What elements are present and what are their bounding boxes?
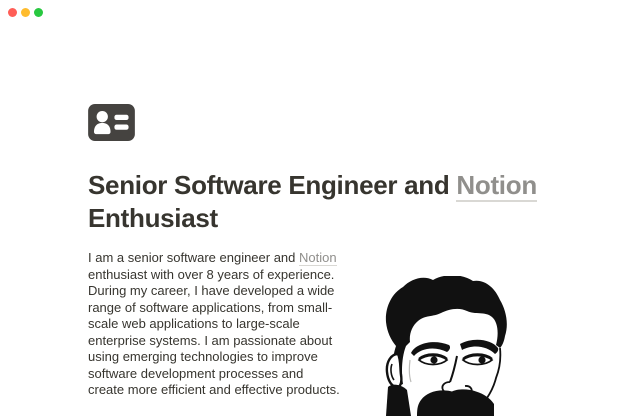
title-text-after: Enthusiast bbox=[88, 203, 218, 233]
minimize-button[interactable] bbox=[21, 8, 30, 17]
portrait-illustration bbox=[383, 276, 513, 416]
title-text-before: Senior Software Engineer and bbox=[88, 170, 457, 200]
bio-text-before: I am a senior software engineer and bbox=[88, 250, 300, 265]
page-title bbox=[88, 169, 558, 235]
bio-text-after: enthusiast with over 8 years of experience. During my career, I have developed a wide range of software applications, from small-scale web applications to large-scale enterprise systems. I am passionate about using emerging technologies to improve software development processes and create more efficient and effective products. bbox=[88, 266, 340, 397]
id-card-icon bbox=[88, 104, 135, 141]
window-controls bbox=[8, 8, 43, 17]
close-button[interactable] bbox=[8, 8, 17, 17]
bio-paragraph bbox=[88, 250, 340, 399]
notion-mention-link[interactable]: Notion bbox=[299, 250, 337, 265]
maximize-button[interactable] bbox=[34, 8, 43, 17]
page-icon[interactable] bbox=[88, 104, 558, 141]
notion-mention-link[interactable]: Notion bbox=[456, 170, 537, 200]
